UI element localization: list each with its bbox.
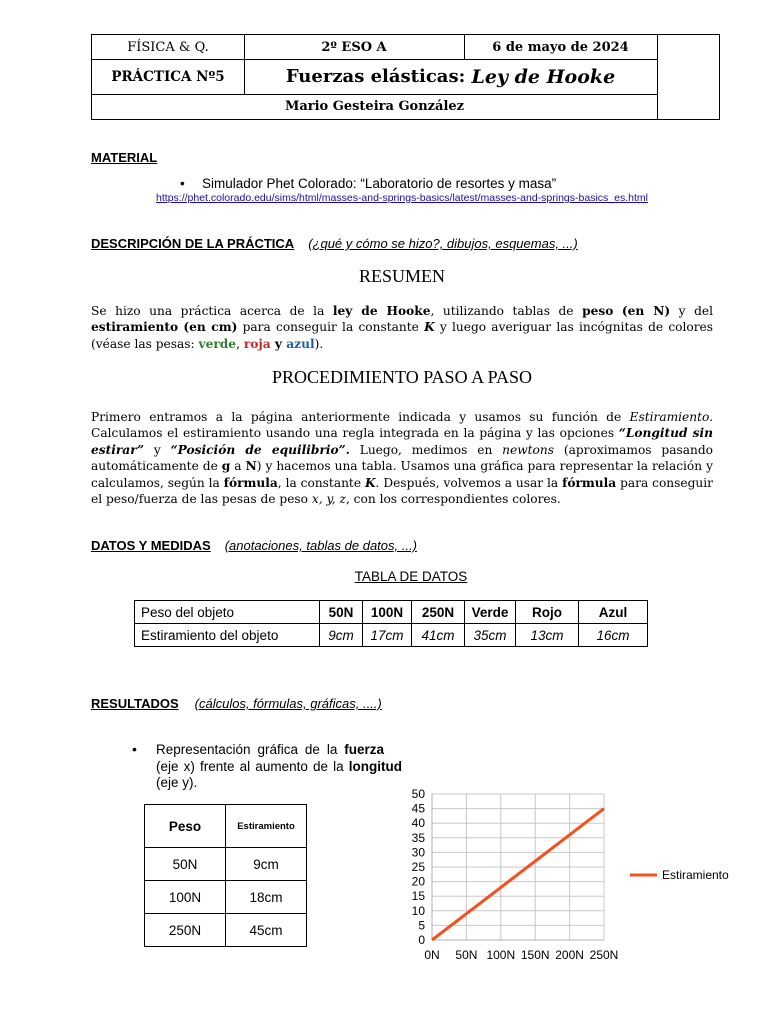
table-row bbox=[145, 914, 307, 947]
data-table bbox=[134, 600, 648, 647]
x-tick-label: 100N bbox=[486, 948, 516, 962]
row-label: Peso del objeto bbox=[135, 601, 320, 624]
material-title: MATERIAL bbox=[91, 150, 158, 165]
table-cell: 9cm bbox=[226, 848, 307, 881]
material-item-text: Simulador Phet Colorado: “Laboratorio de resortes y masa” bbox=[202, 176, 557, 191]
y-tick-label: 40 bbox=[411, 816, 425, 831]
header-course: 2º ESO A bbox=[321, 39, 387, 55]
resultados-note: (cálculos, fórmulas, gráficas, ....) bbox=[194, 696, 382, 711]
datos-note: (anotaciones, tablas de datos, ...) bbox=[224, 538, 417, 553]
header-author: Mario Gesteira González bbox=[284, 99, 465, 114]
page-title bbox=[244, 59, 657, 94]
table-cell: 45cm bbox=[226, 914, 307, 947]
divider bbox=[657, 35, 658, 119]
table-row bbox=[145, 805, 307, 848]
y-tick-label: 10 bbox=[411, 903, 425, 918]
table-cell: 100N bbox=[363, 601, 412, 624]
table-header: Peso bbox=[145, 805, 226, 848]
header-table bbox=[91, 34, 720, 120]
table-cell: 50N bbox=[145, 848, 226, 881]
resultados-title bbox=[91, 696, 382, 711]
resumen-paragraph: Se hizo una práctica acerca de la ley de Hooke, utilizando tablas de peso (en N) y del estiramiento (en cm) para conseguir la constante K y luego averiguar las incógnitas de colores (véase las pesas: verde, roja y azul). bbox=[91, 304, 714, 351]
table-cell: 50N bbox=[320, 601, 363, 624]
table-cell: Rojo bbox=[516, 601, 579, 624]
summary-table bbox=[144, 804, 307, 947]
y-tick-label: 25 bbox=[411, 860, 425, 874]
table-cell: 16cm bbox=[579, 624, 648, 647]
results-bullet: Representación gráfica de la fuerza (eje x) frente al aumento de la longitud (eje y). bbox=[156, 742, 402, 790]
table-cell: 9cm bbox=[320, 624, 363, 647]
header-date: 6 de mayo de 2024 bbox=[492, 39, 629, 55]
y-tick-label: 5 bbox=[418, 918, 425, 933]
x-tick-label: 200N bbox=[555, 948, 584, 962]
x-tick-label: 250N bbox=[589, 948, 619, 962]
datos-title bbox=[91, 538, 417, 553]
resumen-heading: RESUMEN bbox=[358, 266, 445, 286]
table-cell: 250N bbox=[145, 914, 226, 947]
x-tick-label: 150N bbox=[520, 948, 550, 962]
legend-label: Estiramiento bbox=[662, 868, 729, 882]
description-title-text: DESCRIPCIÓN DE LA PRÁCTICA bbox=[91, 236, 295, 251]
table-cell: Azul bbox=[579, 601, 648, 624]
procedimiento-paragraph: Primero entramos a la página anteriormente indicada y usamos su función de Estiramiento. Calculamos el estiramiento usando una regla integrada en la página y las opciones “Longitud sin estirar” y “Posición de equilibrio”. Luego, medimos en newtons (aproximamos pasando automáticamente de g a N) y hacemos una tabla. Usamos una gráfica para representar la relación y calculamos, según la fórmula, la constante K. Después, volvemos a usar la fórmula para conseguir el peso/fuerza de las pesas de peso x, y, z, con los correspondientes colores. bbox=[91, 410, 714, 507]
header-subject: FÍSICA & Q. bbox=[127, 39, 209, 55]
table-row bbox=[135, 624, 648, 647]
procedimiento-heading: PROCEDIMIENTO PASO A PASO bbox=[272, 367, 532, 387]
y-tick-label: 35 bbox=[411, 830, 425, 845]
resultados-title-text: RESULTADOS bbox=[91, 696, 179, 711]
table-cell: 250N bbox=[412, 601, 465, 624]
table-cell: Verde bbox=[465, 601, 516, 624]
table-row bbox=[135, 601, 648, 624]
table-row bbox=[145, 881, 307, 914]
title-italic: Ley de Hooke bbox=[471, 65, 616, 88]
x-tick-label: 0N bbox=[424, 948, 440, 962]
table-header: Estiramiento bbox=[226, 805, 307, 848]
y-tick-label: 20 bbox=[411, 874, 425, 889]
y-tick-label: 45 bbox=[411, 801, 425, 816]
y-tick-label: 15 bbox=[411, 889, 425, 904]
material-link[interactable]: https://phet.colorado.edu/sims/html/masses-and-springs-basics/latest/masses-and-springs-basics_es.html bbox=[156, 192, 648, 204]
title-main: Fuerzas elásticas: bbox=[285, 66, 472, 87]
series-line bbox=[432, 809, 604, 940]
table-cell: 18cm bbox=[226, 881, 307, 914]
table-cell: 35cm bbox=[465, 624, 516, 647]
description-title bbox=[91, 236, 578, 251]
table-cell: 41cm bbox=[412, 624, 465, 647]
bullet-icon: • bbox=[132, 741, 137, 757]
bullet-icon: • bbox=[180, 176, 185, 191]
table-title: TABLA DE DATOS bbox=[354, 569, 468, 584]
table-cell: 13cm bbox=[516, 624, 579, 647]
y-tick-label: 30 bbox=[411, 845, 425, 860]
header-practice: PRÁCTICA Nº5 bbox=[111, 68, 225, 85]
datos-title-text: DATOS Y MEDIDAS bbox=[91, 538, 211, 553]
material-item bbox=[180, 176, 556, 191]
row-label: Estiramiento del objeto bbox=[135, 624, 320, 647]
line-chart bbox=[380, 780, 760, 970]
y-tick-label: 50 bbox=[411, 787, 425, 801]
table-cell: 100N bbox=[145, 881, 226, 914]
x-tick-label: 50N bbox=[455, 948, 478, 962]
y-tick-label: 0 bbox=[418, 933, 425, 947]
description-note: (¿qué y cómo se hizo?, dibujos, esquemas, ...) bbox=[308, 236, 578, 251]
table-cell: 17cm bbox=[363, 624, 412, 647]
table-row bbox=[145, 848, 307, 881]
